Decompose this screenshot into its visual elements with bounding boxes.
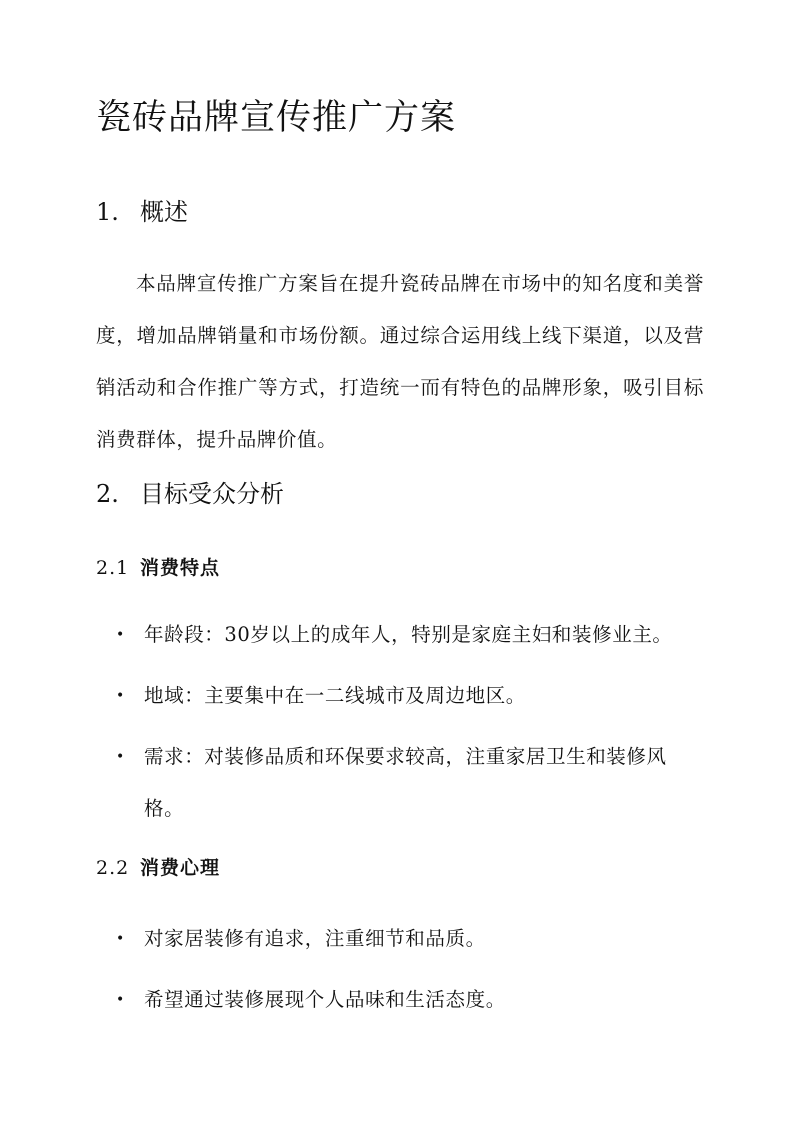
document-title: 瓷砖品牌宣传推广方案	[96, 98, 457, 138]
subsection-number: 2.1	[96, 557, 130, 579]
list-item	[116, 670, 696, 722]
overview-paragraph: 本品牌宣传推广方案旨在提升瓷砖品牌在市场中的知名度和美誉度，增加品牌销量和市场份额。通过综合运用线上线下渠道，以及营销活动和合作推广等方式，打造统一而有特色的品牌形象，吸引目标消费群体，提升品牌价值。	[96, 272, 704, 451]
section-title: 概述	[140, 198, 188, 226]
bullet-icon: •	[116, 749, 125, 765]
section-number: 1.	[96, 198, 119, 226]
bullet-icon: •	[116, 688, 125, 704]
subsection-title: 消费特点	[140, 557, 221, 579]
list-item	[116, 609, 696, 661]
list-item-text: 需求：对装修品质和环保要求较高，注重家居卫生和装修风格。	[144, 745, 667, 820]
bullet-icon: •	[116, 992, 125, 1008]
bullet-icon: •	[116, 931, 125, 947]
list-item	[116, 913, 696, 965]
bullet-icon: •	[116, 627, 125, 643]
list-item-text: 希望通过装修展现个人品味和生活态度。	[144, 988, 506, 1011]
subsection-title: 消费心理	[140, 857, 221, 879]
section-number: 2.	[96, 480, 119, 508]
list-item	[116, 731, 696, 835]
list-item-text: 地域：主要集中在一二线城市及周边地区。	[144, 684, 526, 707]
list-item-text: 年龄段：30岁以上的成年人，特别是家庭主妇和装修业主。	[144, 623, 673, 646]
section-heading-overview	[96, 196, 188, 228]
subsection-heading-consumer-psychology	[96, 854, 220, 882]
list-item-text: 对家居装修有追求，注重细节和品质。	[144, 927, 486, 950]
section-title: 目标受众分析	[140, 480, 284, 508]
subsection-number: 2.2	[96, 857, 130, 879]
list-item	[116, 974, 696, 1026]
subsection-heading-consumption-traits	[96, 554, 220, 582]
section-heading-audience	[96, 478, 284, 510]
